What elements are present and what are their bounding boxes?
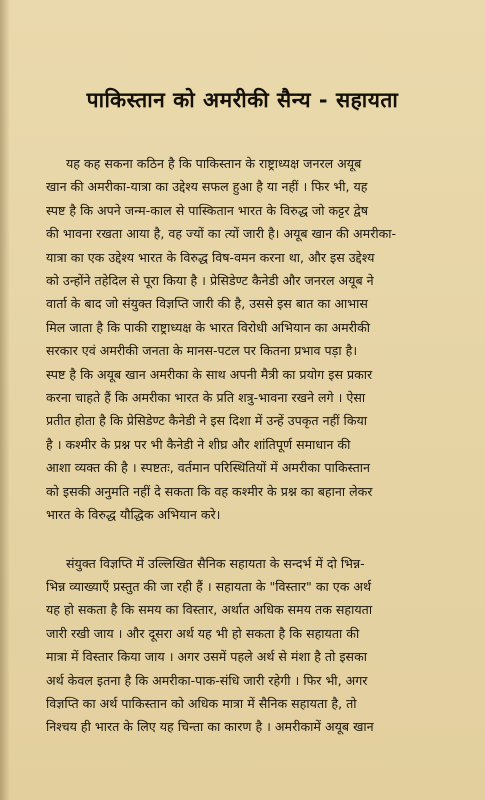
- text-line: स्पष्ट है कि अयूब खान अमरीका के साथ अपनी मैत्री का प्रयोग इस प्रकार: [46, 366, 373, 382]
- text-line: मिल जाता है कि पाकी राष्ट्राध्यक्ष के भारत विरोधी अभियान का अमरीकी: [46, 319, 371, 335]
- paragraph-2: [46, 552, 470, 739]
- text-line: जारी रखी जाय । और दूसरा अर्थ यह भी हो सकता है कि सहायता की: [46, 625, 360, 641]
- text-line: खान की अमरीका-यात्रा का उद्देश्य सफल हुआ है या नहीं । फिर भी, यह: [46, 179, 368, 195]
- text-line: सरकार एवं अमरीकी जनता के मानस-पटल पर कितना प्रभाव पड़ा है।: [46, 343, 358, 359]
- text-line: भिन्न व्याख्याएँ प्रस्तुत की जा रही हैं । सहायता के "विस्तार" का एक अर्थ: [46, 578, 372, 594]
- text-line: संयुक्त विज्ञप्ति में उल्लिखित सैनिक सहायता के सन्दर्भ में दो भिन्न-: [66, 555, 365, 571]
- paragraph-1: [46, 152, 470, 527]
- text-line: है । कश्मीर के प्रश्न पर भी कैनेडी ने शीघ्र और शांतिपूर्ण समाधान की: [46, 436, 351, 452]
- text-line: स्पष्ट है कि अपने जन्म-काल से पास्कितान भारत के विरुद्ध जो कट्टर द्वेष: [46, 202, 369, 218]
- text-line: यह हो सकता है कि समय का विस्तार, अर्थात अधिक समय तक सहायता: [46, 602, 373, 618]
- text-line: आशा व्यक्त की है । स्पष्टतः, वर्तमान परिस्थितियों में अमरीका पाकिस्तान: [46, 460, 370, 476]
- chapter-title: पाकिस्तान को अमरीकी सैन्य - सहायता: [86, 88, 399, 112]
- body-text: [46, 152, 470, 739]
- page-gutter-shadow: [0, 0, 10, 800]
- text-line: यात्रा का एक उद्देश्य भारत के विरुद्ध विष-वमन करना था, और इस उद्देश्य: [46, 249, 375, 265]
- text-line: अर्थ केवल इतना है कि अमरीका-पाक-संधि जारी रहेगी । फिर भी, अगर: [46, 672, 368, 688]
- text-line: वार्ता के बाद जो संयुक्त विज्ञप्ति जारी की है, उससे इस बात का आभास: [46, 296, 368, 312]
- text-line: करना चाहते हैं कि अमरीका भारत के प्रति शत्रु-भावना रखने लगे । ऐसा: [46, 390, 366, 406]
- text-line: मात्रा में विस्तार किया जाय । अगर उसमें पहले अर्थ से मंशा है तो इसका: [46, 649, 368, 665]
- text-line: प्रतीत होता है कि प्रेसिडेण्ट कैनेडी ने इस दिशा में उन्हें उपकृत नहीं किया: [46, 413, 368, 429]
- text-line: की भावना रखता आया है, वह ज्यों का त्यों जारी है। अयूब खान की अमरीका-: [46, 226, 397, 242]
- text-line: को इसकी अनुमति नहीं दे सकता कि वह कश्मीर के प्रश्न का बहाना लेकर: [46, 483, 373, 499]
- text-line: भारत के विरुद्ध यौद्धिक अभियान करे।: [46, 507, 221, 523]
- text-line: को उन्होंने तहेदिल से पूरा किया है । प्रेसिडेण्ट कैनेडी और जनरल अयूब ने: [46, 273, 374, 289]
- text-line: यह कह सकना कठिन है कि पाकिस्तान के राष्ट्राध्यक्ष जनरल अयूब: [66, 156, 362, 171]
- text-line: विज्ञप्ति का अर्थ पाकिस्तान को अधिक मात्रा में सैनिक सहायता है, तो: [46, 695, 357, 711]
- text-line: निश्चय ही भारत के लिए यह चिन्ता का कारण है । अमरीकामें अयूब खान: [46, 719, 374, 735]
